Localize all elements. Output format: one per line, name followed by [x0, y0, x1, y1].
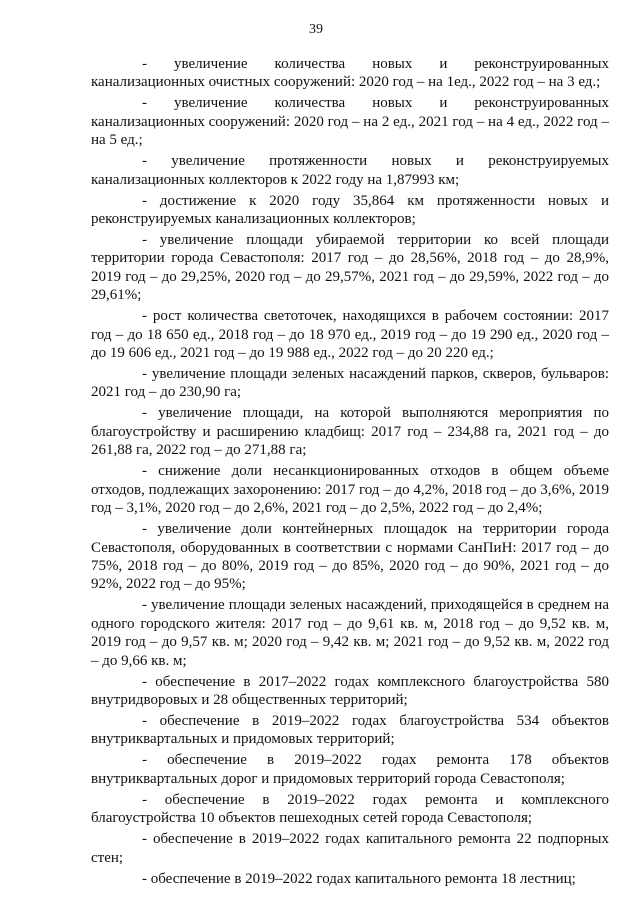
list-item: - обеспечение в 2019–2022 годах капитального ремонта 22 подпорных стен;	[91, 831, 609, 866]
list-item: - увеличение протяженности новых и реконструируемых канализационных коллекторов к 2022 году на 1,87993 км;	[91, 153, 609, 188]
list-item: - увеличение доли контейнерных площадок на территории города Севастополя, оборудованных в соответствии с нормами СанПиН: 2017 год – до 75%, 2018 год – до 80%, 2019 год – до 85%, 2020 год – до 90%, 2021 год – до 92%, 2022 год – до 95%;	[91, 521, 609, 593]
list-item: - обеспечение в 2019–2022 годах капитального ремонта 18 лестниц;	[142, 870, 576, 887]
list-item: - рост количества светоточек, находящихся в рабочем состоянии: 2017 год – до 18 650 ед., 2018 год – до 18 970 ед., 2019 год – до 19 290 ед., 2020 год – до 19 606 ед., 2021 год – до 19 988 ед., 2022 год – до 20 220 ед.;	[91, 308, 609, 362]
list-item: - увеличение количества новых и реконструированных канализационных сооружений: 2020 год – на 2 ед., 2021 год – на 4 ед., 2022 год – на 5 ед.;	[91, 95, 609, 149]
list-item: - обеспечение в 2019–2022 годах благоустройства 534 объектов внутриквартальных и придомовых территорий;	[91, 712, 609, 748]
list-item: - достижение к 2020 году 35,864 км протяженности новых и реконструируемых канализационных коллекторов;	[91, 192, 609, 228]
page-number: 39	[309, 22, 323, 37]
list-item: - увеличение площади зеленых насаждений, приходящейся в среднем на одного городского жителя: 2017 год – до 9,61 кв. м, 2018 год – до 9,52 кв. м, 2019 год – до 9,57 кв. м; 2020 год – 9,42 кв. м; 2021 год – до 9,52 кв. м, 2022 год – до 9,66 кв. м;	[91, 597, 609, 669]
list-item: - обеспечение в 2019–2022 годах ремонта и комплексного благоустройства 10 объектов пешеходных сетей города Севастополя;	[91, 791, 609, 827]
list-item: - обеспечение в 2019–2022 годах ремонта 178 объектов внутриквартальных дорог и придомовых территорий города Севастополя;	[91, 752, 609, 787]
document-body	[91, 55, 609, 891]
list-item: - увеличение площади убираемой территории ко всей площади территории города Севастополя: 2017 год – до 28,56%, 2018 год – до 28,9%, 2019 год – до 29,25%, 2020 год – до 29,57%, 2021 год – до 29,59%, 2022 год – до 29,61%;	[91, 232, 609, 304]
list-item: - увеличение количества новых и реконструированных канализационных очистных сооружений: 2020 год – на 1ед., 2022 год – на 3 ед.;	[91, 56, 609, 91]
list-item: - снижение доли несанкционированных отходов в общем объеме отходов, подлежащих захоронению: 2017 год – до 4,2%, 2018 год – до 3,6%, 2019 год – 3,1%, 2020 год – до 2,6%, 2021 год – до 2,5%, 2022 год – до 2,4%;	[91, 463, 609, 517]
list-item: - обеспечение в 2017–2022 годах комплексного благоустройства 580 внутридворовых и 28 общественных территорий;	[91, 673, 609, 708]
list-item: - увеличение площади, на которой выполняются мероприятия по благоустройству и расширению кладбищ: 2017 год – 234,88 га, 2021 год – до 261,88 га, 2022 год – до 271,88 га;	[91, 405, 609, 459]
list-item: - увеличение площади зеленых насаждений парков, скверов, бульваров: 2021 год – до 230,90 га;	[91, 366, 609, 401]
